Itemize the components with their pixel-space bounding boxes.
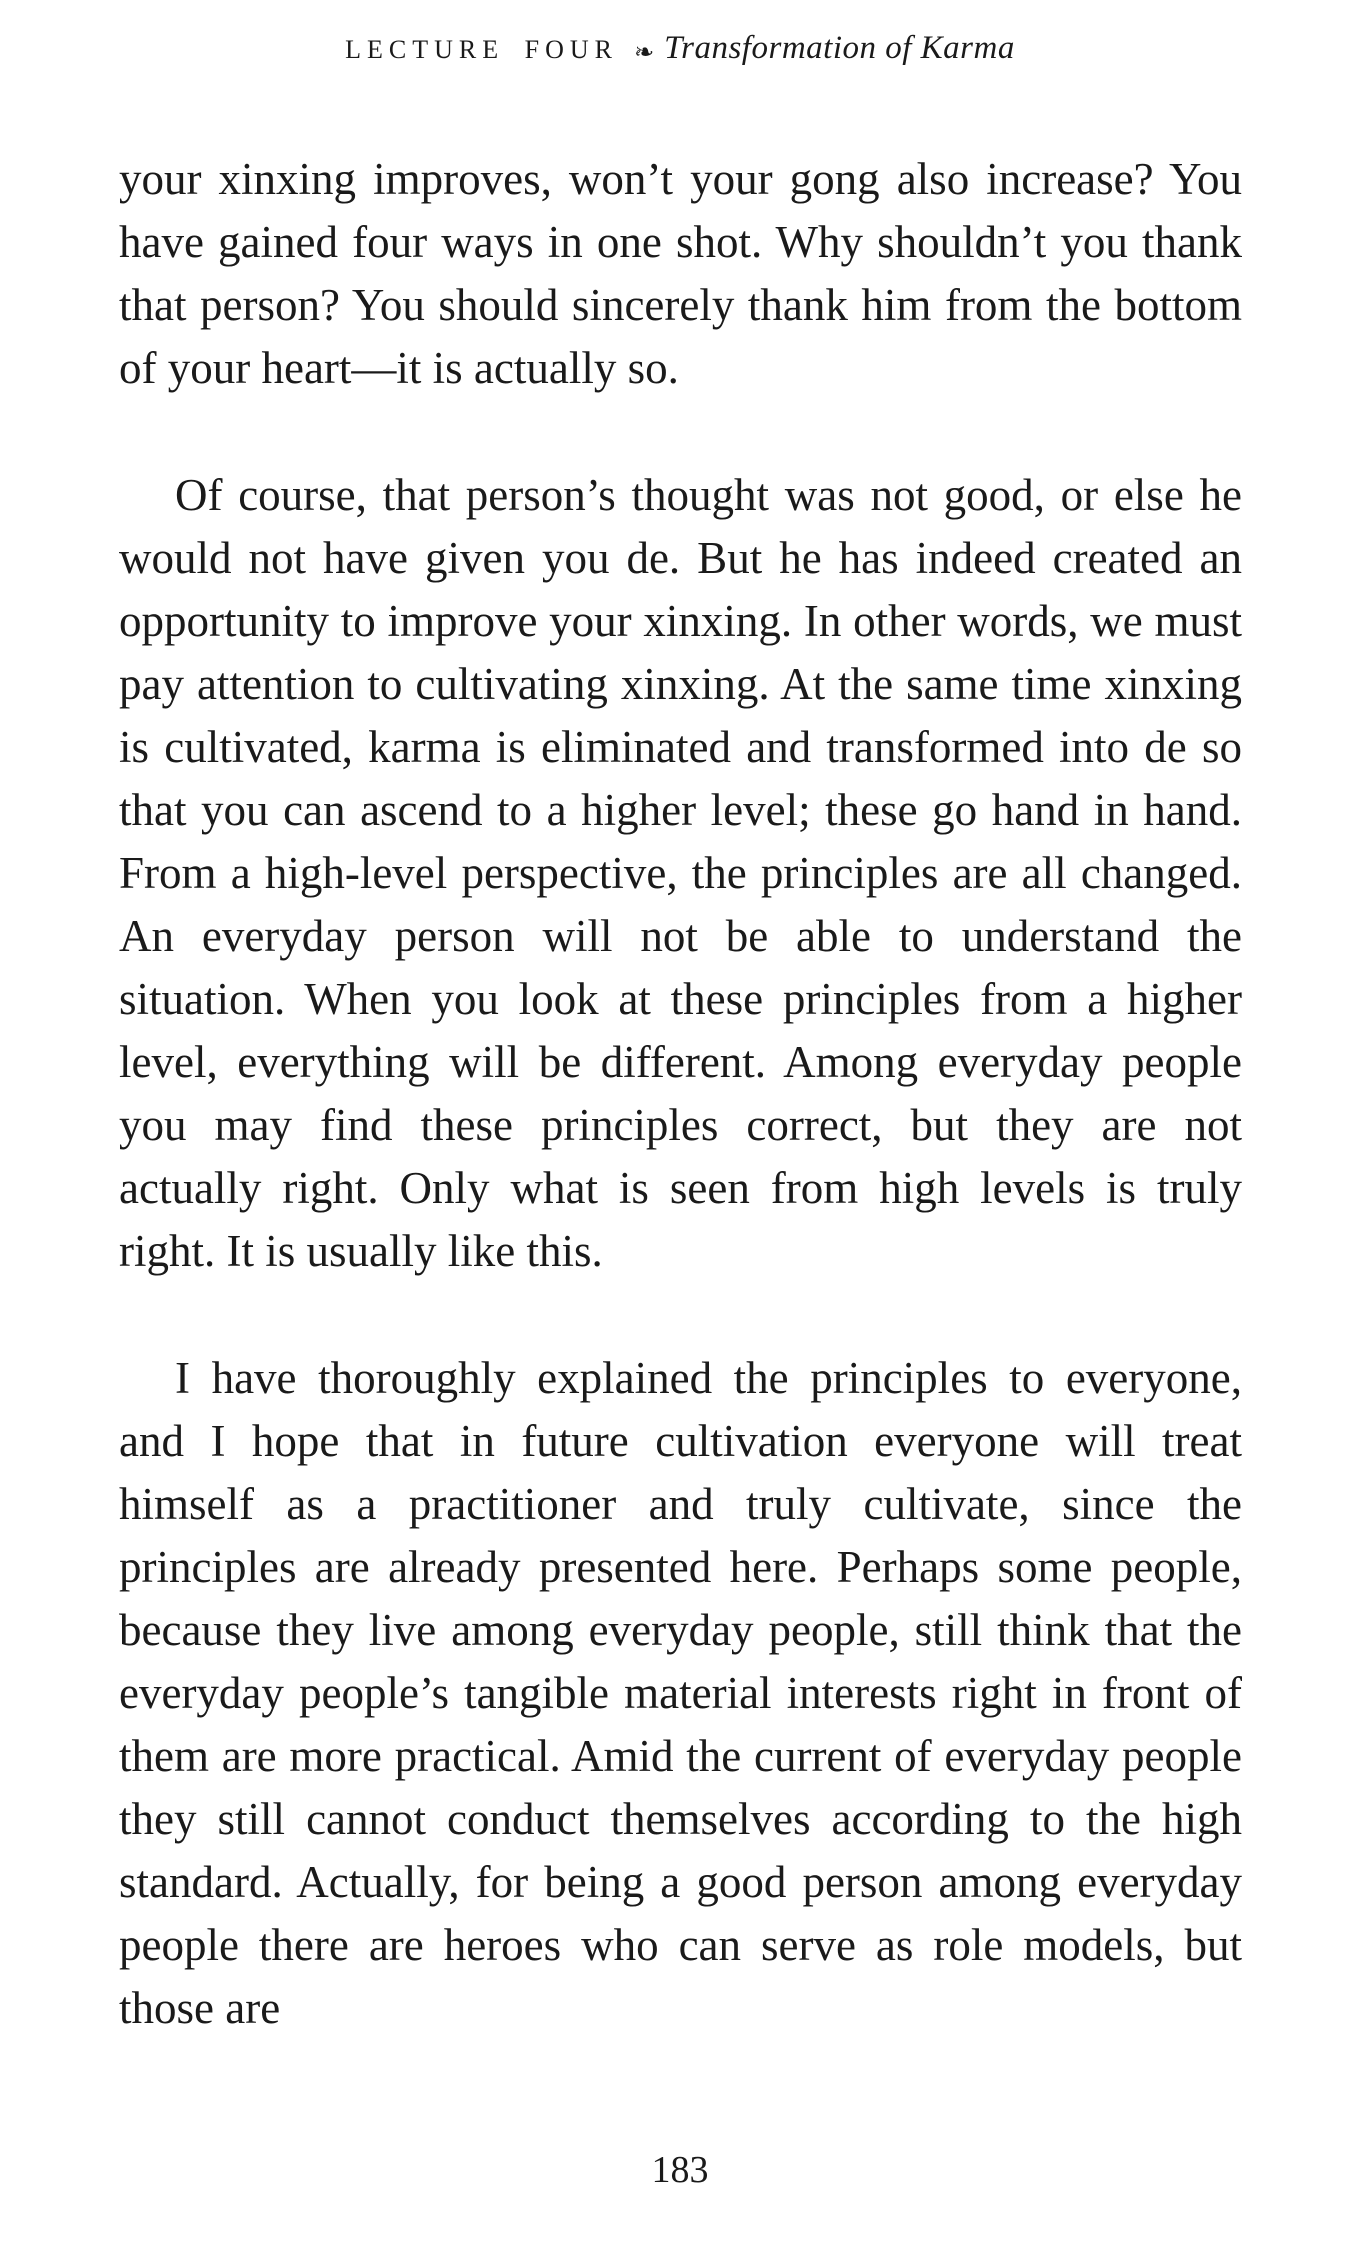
page-number: 183 <box>651 2149 709 2191</box>
paragraph-i-have-thoroughly: I have thoroughly explained the principles to everyone, and I hope that in future cultivation everyone will treat himself as a practitioner and truly cultivate, since the principles are already presented here. Perhaps some people, because they live among everyday people, still think that the everyday people’s tangible material interests right in front of them are more practical. Amid the current of everyday people they still cannot conduct themselves according to the high standard. Actually, for being a good person among everyday people there are heroes who can serve as role models, but those are <box>119 1353 1242 2033</box>
chapter-title: Transformation of Karma <box>664 30 1015 66</box>
hedera-leaf-icon: ❧ <box>633 38 655 66</box>
body-text <box>119 148 1242 2040</box>
lecture-label: LECTURE FOUR <box>345 35 618 64</box>
page-footer <box>0 2148 1360 2192</box>
paragraph-of-course: Of course, that person’s thought was not good, or else he would not have given you de. But he has indeed created an opportunity to improve your xinxing. In other words, we must pay attention to cultivating xinxing. At the same time xinxing is cultivated, karma is eliminated and transformed into de so that you can ascend to a higher level; these go hand in hand. From a high-level perspective, the principles are all changed. An everyday person will not be able to understand the situation. When you look at these principles from a higher level, everything will be different. Among everyday people you may find these principles correct, but they are not actually right. Only what is seen from high levels is truly right. It is usually like this. <box>119 470 1242 1276</box>
paragraph-continuation: your xinxing improves, won’t your gong also increase? You have gained four ways in one shot. Why shouldn’t you thank that person? You should sincerely thank him from the bottom of your heart—it is actually so. <box>119 154 1242 393</box>
running-header <box>0 30 1360 67</box>
